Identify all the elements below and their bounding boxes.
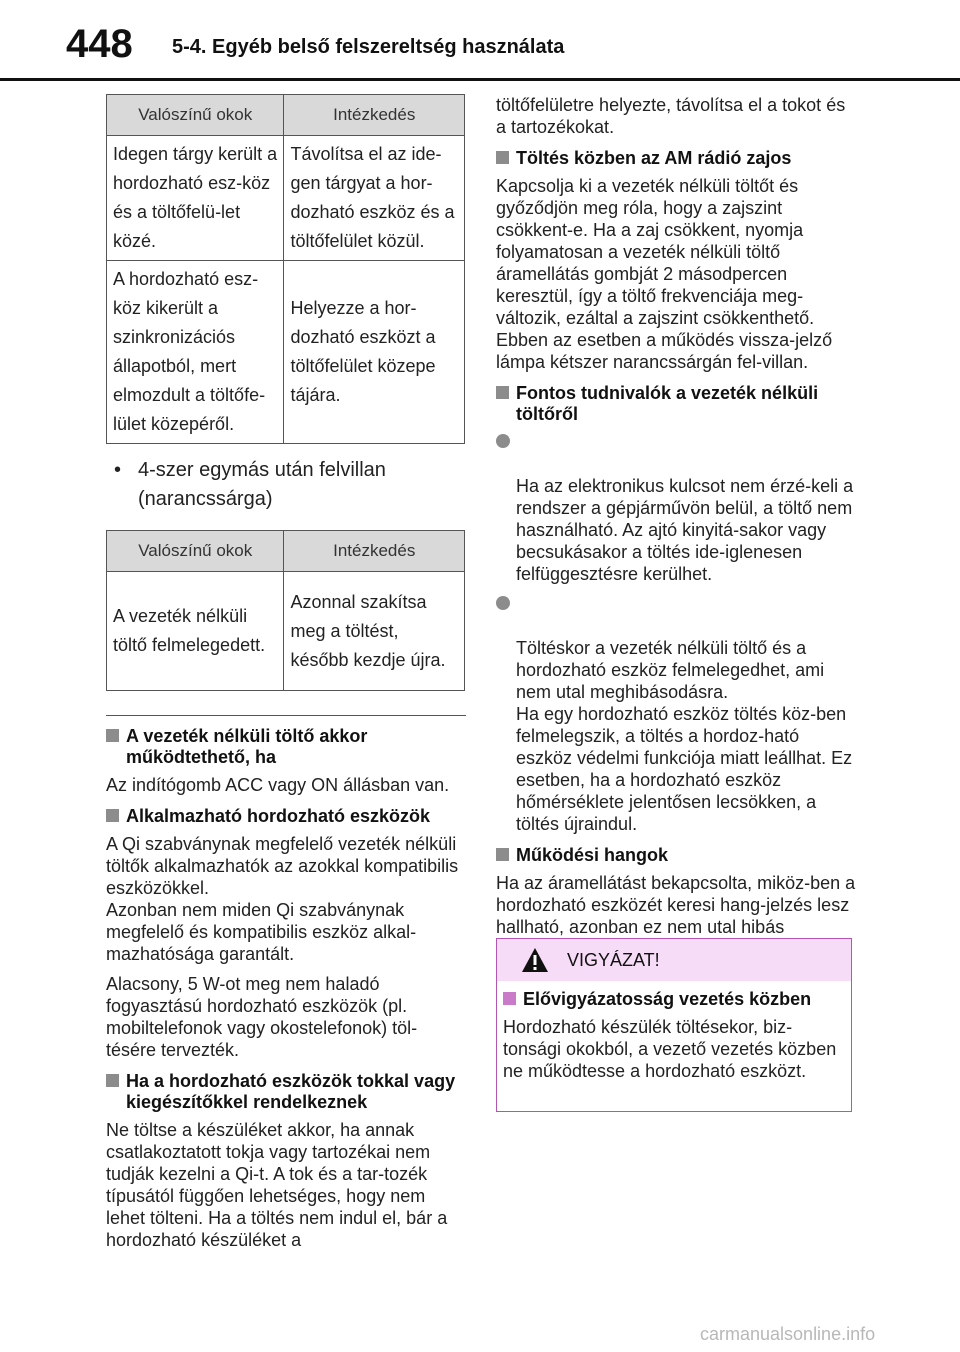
paragraph: Az indítógomb ACC vagy ON állásban van. [106, 775, 450, 795]
section-heading [106, 806, 466, 827]
table-header-action: Intézkedés [284, 95, 465, 136]
section-title: 5-4. Egyéb belső felszereltség használata [172, 36, 565, 58]
section-heading [496, 383, 856, 425]
bullet-dot: • [114, 459, 122, 481]
table-cell: A hordozható esz-köz kikerült a szinkronizációs állapotból, mert elmozdult a töltőfe-lület közepéről. [107, 261, 284, 444]
circle-bullet-icon [496, 434, 510, 448]
list-item-text: Töltéskor a vezeték nélküli töltő és a hordozható eszköz felmelegedhet, ami nem utal meghibásodásra. Ha egy hordozható eszköz töltés köz-ben felmelegszik, a töltés a hordoz-ható eszköz védelmi funkciója miatt leállhat. Ez esetben, ha a hordozható eszköz hőmérséklete jelentősen lecsökken, a töltés újraindul. [516, 638, 853, 834]
paragraph: Ha az áramellátást bekapcsolta, miköz-ben a hordozható eszközét keresi hang-jelzés lesz hallható, azonban ez nem utal hibás [496, 873, 856, 937]
warning-box [496, 938, 852, 1112]
right-column [496, 94, 856, 968]
paragraph: A Qi szabványnak megfelelő vezeték nélküli töltők alkalmazhatók az azokkal kompatibilis eszközökkel. Azonban nem miden Qi szabványnak megfelelő és kompatibilis eszköz alkal-mazhatósága garantált. [106, 834, 459, 964]
paragraph: Alacsony, 5 W-ot meg nem haladó fogyasztású hordozható eszközök (pl. mobiltelefonok vagy okostelefonok) töl-tésére tervezték. [106, 974, 418, 1060]
table-row [107, 572, 465, 691]
table-cell: Azonnal szakítsa meg a töltést, később kezdje újra. [284, 572, 465, 691]
section-heading-text: Működési hangok [516, 845, 669, 865]
list-item-text: Ha az elektronikus kulcsot nem érzé-keli a rendszer a gépjárművön belül, a töltő nem használható. Az ajtó kinyitá-sakor vagy becsukásakor a töltés ide-iglenesen felfüggesztésre kerülhet. [516, 476, 854, 584]
header-rule [0, 78, 960, 81]
table-header-cause: Valószínű okok [107, 531, 284, 572]
continuation-paragraph: töltőfelületre helyezte, távolítsa el a tokot és a tartozékokat. [496, 95, 846, 137]
list-item [496, 593, 856, 835]
table-header-action: Intézkedés [284, 531, 465, 572]
warning-title: VIGYÁZAT! [567, 950, 660, 970]
section-divider [106, 715, 466, 716]
section-heading-text: Alkalmazható hordozható eszközök [126, 806, 431, 826]
list-item [496, 431, 856, 585]
section-heading [496, 148, 856, 169]
section-heading [106, 1071, 466, 1113]
bullet-item [114, 456, 466, 514]
page-header [0, 0, 960, 80]
warning-heading-text: Elővigyázatosság vezetés közben [523, 989, 812, 1009]
warning-paragraph: Hordozható készülék töltésekor, biz-tonsági okokból, a vezető vezetés közben ne működtesse a hordozható eszközt. [503, 1017, 837, 1081]
section-heading-text: A vezeték nélküli töltő akkor működtethető, ha [126, 726, 368, 767]
table-cell: Idegen tárgy került a hordozható esz-köz és a töltőfelü-let közé. [107, 136, 284, 261]
warning-heading [503, 989, 845, 1010]
section-heading-text: Töltés közben az AM rádió zajos [516, 148, 792, 168]
paragraph: Kapcsolja ki a vezeték nélküli töltőt és győződjön meg róla, hogy a zajszint csökkent-e. Ha a zaj csökkent, nyomja folyamatosan a vezeték nélküli töltő áramellátás gombját 2 másodpercen keresztül, így a töltő frekvenciája meg-változik, ezáltal a zajszint csökkenthető. Ebben az esetben a működés vissza-jelző lámpa kétszer narancssárgán fel-villan. [496, 176, 833, 372]
warning-header [497, 939, 851, 981]
section-heading-text: Fontos tudnivalók a vezeték nélküli töltőről [516, 383, 819, 424]
table-header-cause: Valószínű okok [107, 95, 284, 136]
circle-bullet-icon [496, 596, 510, 610]
paragraph: Ne töltse a készüléket akkor, ha annak csatlakoztatott tokja vagy tartozékai nem tudják kezelni a Qi-t. A tok és a tar-tozék típusától függően lehetséges, hogy nem lehet tölteni. Ha a töltés nem indul el, bár a hordozható készüléket a [106, 1120, 448, 1250]
square-marker-icon [496, 386, 509, 399]
square-marker-icon [496, 151, 509, 164]
table-cell: A vezeték nélküli töltő felmelegedett. [107, 572, 284, 691]
bullet-text: 4-szer egymás után felvillan (narancssárga) [138, 459, 386, 510]
square-marker-icon [106, 1074, 119, 1087]
table-row [107, 136, 465, 261]
causes-table-2 [106, 530, 465, 691]
page-number: 448 [66, 22, 133, 66]
table-cell: Helyezze a hor-dozható eszközt a töltőfelület közepe tájára. [284, 261, 465, 444]
square-marker-icon [106, 809, 119, 822]
table-row [107, 261, 465, 444]
section-heading [106, 726, 466, 768]
watermark: carmanualsonline.info [700, 1324, 876, 1344]
square-marker-icon [503, 992, 516, 1005]
section-heading [496, 845, 856, 866]
table-cell: Távolítsa el az ide-gen tárgyat a hor-dozható eszköz és a töltőfelület közül. [284, 136, 465, 261]
square-marker-icon [496, 848, 509, 861]
warning-body [497, 981, 851, 1082]
warning-triangle-icon [521, 947, 549, 978]
section-heading-text: Ha a hordozható eszközök tokkal vagy kiegészítőkkel rendelkeznek [126, 1071, 456, 1112]
causes-table-1 [106, 94, 465, 444]
left-column [106, 94, 466, 1259]
square-marker-icon [106, 729, 119, 742]
